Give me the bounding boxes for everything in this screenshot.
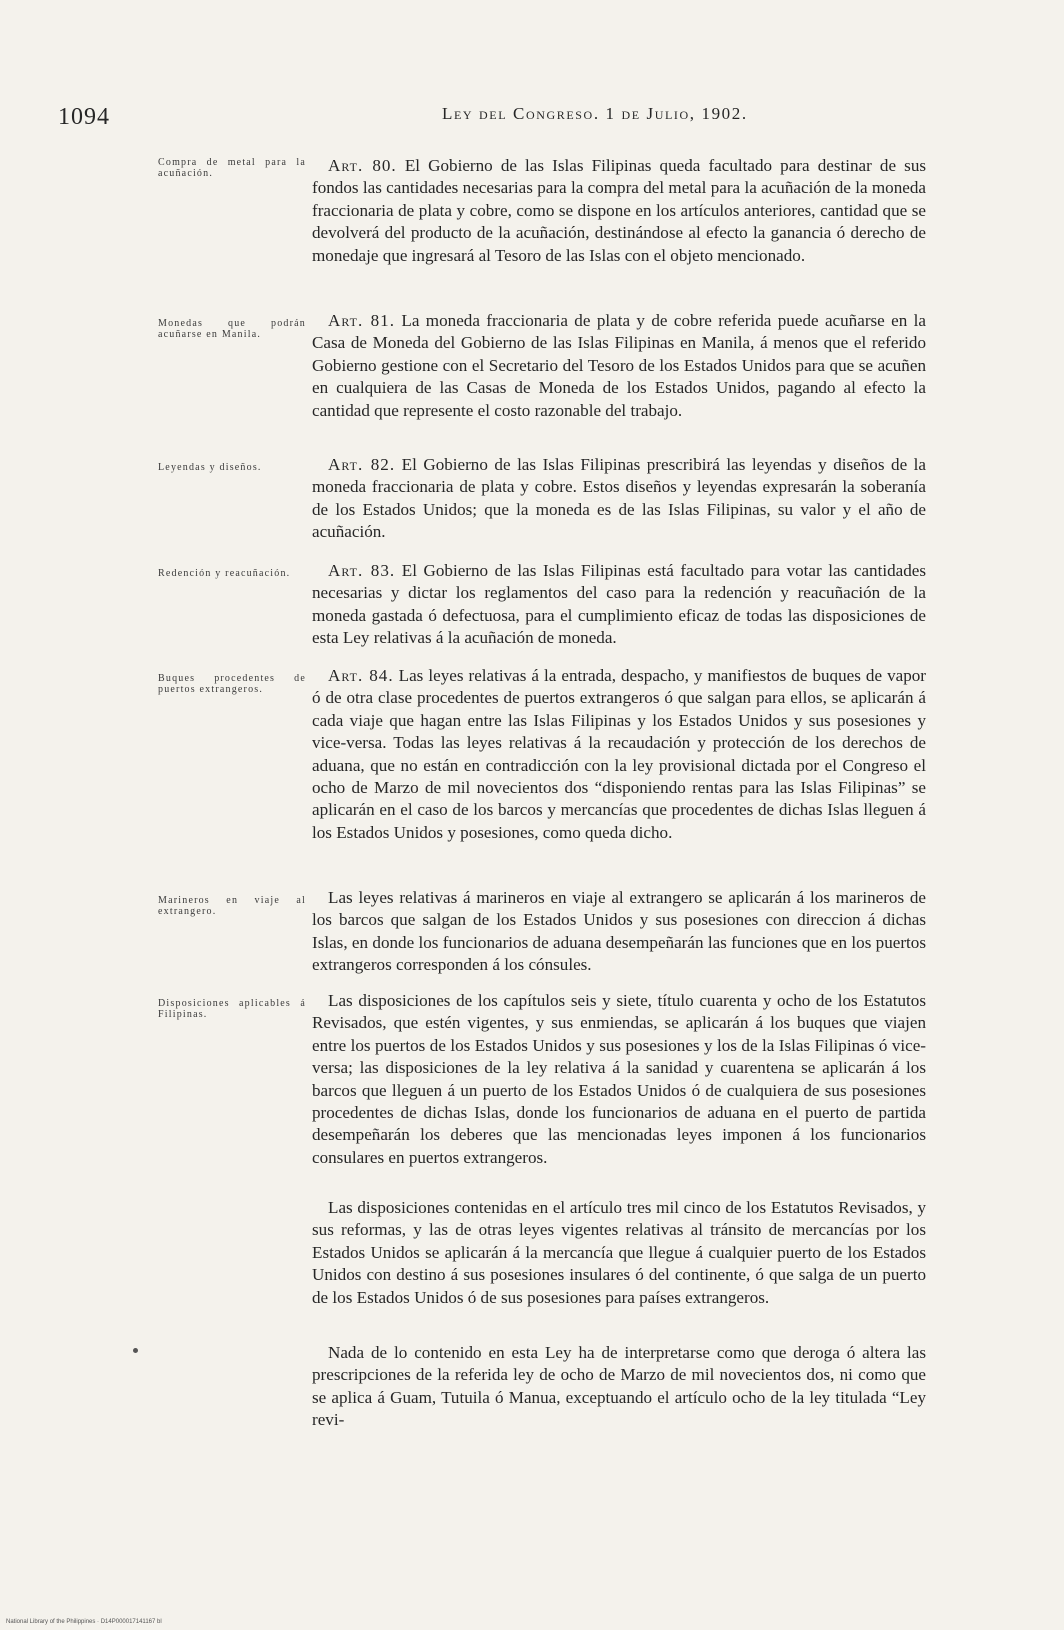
ink-dot-mark	[133, 1348, 138, 1353]
marginal-note: Disposiciones aplicables á Filipinas.	[158, 998, 306, 1020]
article-body: El Gobierno de las Islas Filipinas queda facultado para destinar de sus fondos las cantidades necesarias para la compra del metal para la acuñación de la moneda fraccionaria de plata y cobre, como se dispone en los artículos anteriores, cantidad que se devolverá del producto de la acuñación, destinándose al efecto la ganancia ó derecho de monedaje que ingresará al Tesoro de las Islas con el objeto mencionado.	[312, 156, 927, 265]
article-text	[312, 454, 926, 544]
paragraph-text	[312, 887, 926, 977]
paragraph-body: Las disposiciones de los capítulos seis y siete, título cuarenta y ocho de los Estatutos Revisados, que estén vigentes, y sus enmiendas, se aplicarán á los buques que viajen entre los puertos de los Estados Unidos y sus posesiones y los de la Islas Filipinas ó vice-versa; las disposiciones de la ley relativa á la sanidad y cuarentena se aplicarán á los barcos que lleguen á un puerto de los Estados Unidos ó de cualquiera de sus posesiones procedentes de dichas Islas, donde los funcionarios de aduana en el puerto de partida desempeñarán los deberes que las mencionadas leyes imponen á los funcionarios consulares en puertos extrangeros.	[312, 991, 926, 1167]
paragraph-body: Las leyes relativas á marineros en viaje al extrangero se aplicarán á los marineros de los barcos que salgan de los Estados Unidos y sus posesiones con direccion á dichas Islas, en donde los funcionarios de aduana desempeñarán las funciones que en los puertos extrangeros corresponden á los cónsules.	[312, 888, 926, 975]
article-label: Art. 80.	[328, 156, 397, 175]
marginal-note: Redención y reacuñación.	[158, 568, 291, 579]
paragraph-text	[312, 1342, 926, 1432]
marginal-note: Compra de metal para la acuñación.	[158, 157, 306, 179]
paragraph-text	[312, 1197, 926, 1309]
article-text	[312, 560, 926, 650]
paragraph-text	[312, 990, 926, 1169]
paragraph-body: Nada de lo contenido en esta Ley ha de interpretarse como que deroga ó altera las prescripciones de la referida ley de ocho de Marzo de mil novecientos dos, ni como que se aplica á Guam, Tutuila ó Manua, exceptuando el artículo ocho de la ley titulada “Ley revi-	[312, 1343, 926, 1430]
article-label: Art. 83.	[328, 561, 396, 580]
marginal-note: Monedas que podrán acuñarse en Manila.	[158, 318, 306, 340]
article-body: Las leyes relativas á la entrada, despacho, y manifiestos de buques de vapor ó de otra clase procedentes de puertos extrangeros ó que salgan para ellos, se aplicarán á cada viaje que hagan entre las Islas Filipinas y los Estados Unidos y sus posesiones y vice-versa. Todas las leyes relativas á la recaudación y protección de los derechos de aduana, que no están en contradicción con la ley provisional dictada por el Congreso el ocho de Marzo de mil novecientos dos “disponiendo rentas para las Islas Filipinas” se aplicarán en el caso de los barcos y mercancías que procedentes de dichas Islas lleguen á los Estados Unidos y posesiones, como queda dicho.	[312, 666, 926, 842]
scan-credit: National Library of the Philippines · D14P000017141167 bl	[6, 1619, 162, 1625]
paragraph-body: Las disposiciones contenidas en el artículo tres mil cinco de los Estatutos Revisados, y sus reformas, y las de otras leyes vigentes relativas al tránsito de mercancías por los Estados Unidos se aplicarán á la mercancía que llegue á cualquier puerto de los Estados Unidos con destino á sus posesiones insulares ó del continente, ó que salga de un puerto de los Estados Unidos ó de sus posesiones para países extrangeros.	[312, 1198, 926, 1307]
article-body: El Gobierno de las Islas Filipinas prescribirá las leyendas y diseños de la moneda fraccionaria de plata y cobre. Estos diseños y leyendas expresarán la soberanía de los Estados Unidos; que la moneda es de las Islas Filipinas, su valor y el año de acuñación.	[312, 455, 927, 542]
article-text	[312, 665, 926, 844]
article-text	[312, 310, 926, 422]
marginal-note: Buques procedentes de puertos extrangeros.	[158, 673, 306, 695]
article-label: Art. 81.	[328, 311, 395, 330]
article-body: El Gobierno de las Islas Filipinas está facultado para votar las cantidades necesarias y dictar los reglamentos del caso para la redención y reacuñación de la moneda gastada ó defectuosa, para el cumplimiento eficaz de todas las disposiciones de esta Ley relativas á la acuñación de moneda.	[312, 561, 926, 648]
page-number: 1094	[58, 104, 110, 130]
marginal-note: Marineros en viaje al extrangero.	[158, 895, 306, 917]
article-body: La moneda fraccionaria de plata y de cobre referida puede acuñarse en la Casa de Moneda del Gobierno de las Islas Filipinas en Manila, á menos que el referido Gobierno gestione con el Secretario del Tesoro de los Estados Unidos para que se acuñen en cualquiera de las Casas de Moneda de los Estados Unidos, pagando al efecto la cantidad que represente el costo razonable del trabajo.	[312, 311, 926, 420]
article-label: Art. 84.	[328, 666, 394, 685]
article-label: Art. 82.	[328, 455, 396, 474]
marginal-note: Leyendas y diseños.	[158, 462, 262, 473]
article-text	[312, 155, 926, 267]
running-head: Ley del Congreso. 1 de Julio, 1902.	[442, 104, 748, 123]
